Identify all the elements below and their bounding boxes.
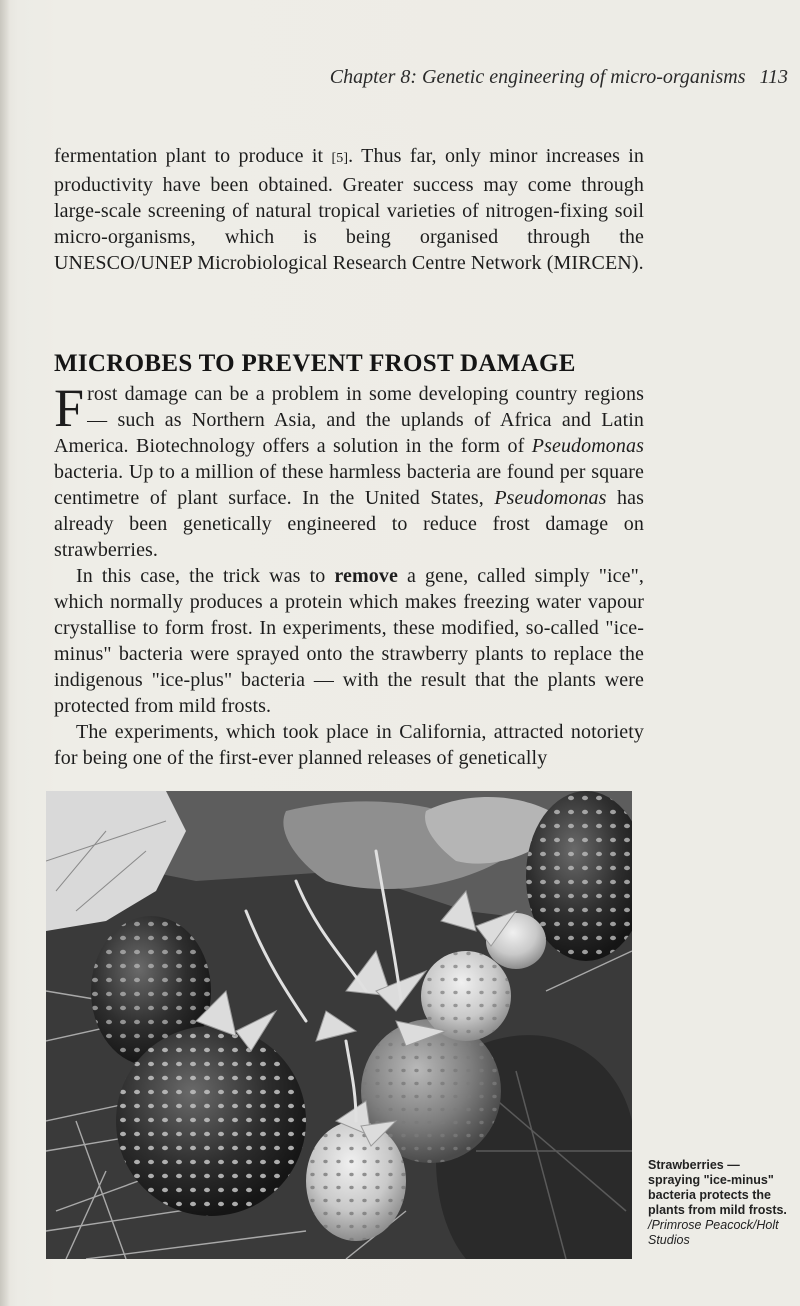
paragraph-1 (54, 378, 644, 563)
drop-cap: F (54, 378, 85, 438)
paragraph-3: The experiments, which took place in California, attracted notoriety for being one of the first-ever planned releases of genetically (54, 721, 644, 769)
caption-text: Strawberries — spraying "ice-minus" bacteria protects the plants from mild frosts. (648, 1158, 787, 1217)
paragraph-2 (54, 563, 644, 719)
intro-paragraph (54, 143, 644, 276)
running-head (330, 66, 788, 89)
paragraph-1-text-b: bacteria. Up to a million of these harmless bacteria are found per square centimetre of plant surface. In the United States, (54, 461, 644, 509)
gutter-shadow (0, 0, 10, 1306)
figure-caption (648, 1158, 788, 1248)
species-name: Pseudomonas (494, 487, 607, 509)
emphasis-remove: remove (334, 565, 398, 587)
section-body (54, 378, 644, 771)
species-name: Pseudomonas (531, 435, 644, 457)
intro-text-rest: . Thus far, only minor increases in productivity have been obtained. Greater success may come through large-scale screening of natural tropical varieties of nitrogen-fixing soil micro-organisms, which is being organised through the UNESCO/UNEP Microbiological Research Centre Network (MIRCEN). (54, 145, 644, 274)
strawberry-photo-illustration (46, 791, 632, 1259)
paragraph-1-text-a: rost damage can be a problem in some developing country regions — such as Northern Asia, and the uplands of Africa and Latin America. Biotechnology offers a solution in the form of (54, 383, 644, 457)
intro-text-start: fermentation plant to produce it (54, 145, 332, 167)
paragraph-2-text-b: a gene, called simply "ice", which normally produces a protein which makes freezing water vapour crystallise to form frost. In experiments, these modified, so-called "ice-minus" bacteria were sprayed onto the strawberry plants to replace the indigenous "ice-plus" bacteria — with the result that the plants were protected from mild frosts. (54, 565, 644, 717)
strawberry-photo (46, 791, 632, 1259)
paragraph-2-text-a: In this case, the trick was to (76, 565, 335, 587)
page-number: 113 (759, 66, 788, 88)
section-heading: MICROBES TO PREVENT FROST DAMAGE (54, 350, 576, 377)
paragraph-1-text-c: has already been genetically engineered to reduce frost damage on strawberries. (54, 487, 644, 561)
reference-marker: [5] (331, 151, 349, 166)
chapter-title: Chapter 8: Genetic engineering of micro-organisms (329, 66, 746, 88)
photo-credit: /Primrose Peacock/Holt Studios (648, 1218, 779, 1247)
